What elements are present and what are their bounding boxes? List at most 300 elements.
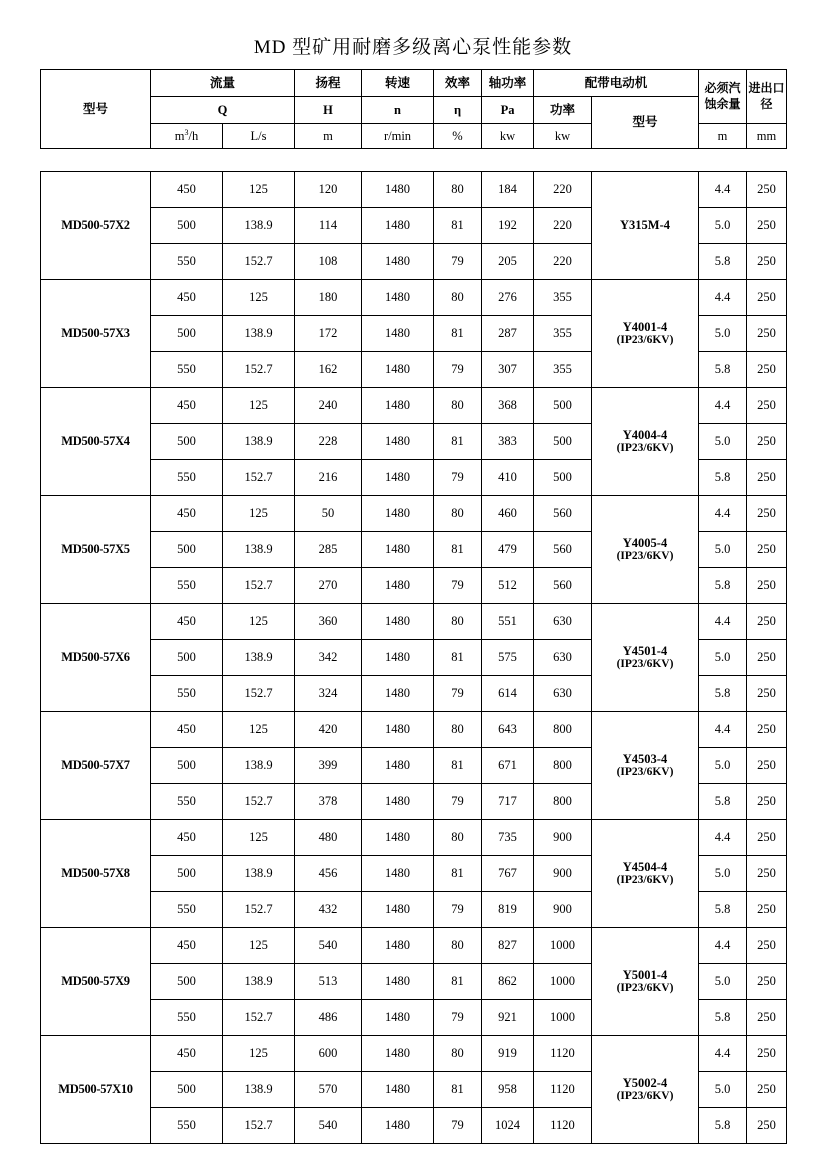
page-title: MD 型矿用耐磨多级离心泵性能参数 <box>253 37 573 58</box>
cell-diameter: 250 <box>747 172 787 208</box>
cell-shaft-power: 958 <box>482 1072 534 1108</box>
cell-diameter: 250 <box>747 496 787 532</box>
cell-head: 378 <box>295 784 362 820</box>
symbol-eta: η <box>434 97 482 124</box>
cell-flow-m3h: 550 <box>151 1108 223 1144</box>
cell-motor-power: 220 <box>534 244 592 280</box>
header-head: 扬程 <box>295 70 362 97</box>
cell-flow-ls: 152.7 <box>223 460 295 496</box>
cell-flow-m3h: 500 <box>151 856 223 892</box>
data-table <box>40 171 787 1144</box>
cell-diameter: 250 <box>747 208 787 244</box>
cell-speed: 1480 <box>362 532 434 568</box>
unit-diameter: mm <box>747 124 787 149</box>
cell-shaft-power: 287 <box>482 316 534 352</box>
cell-npsh: 5.0 <box>699 964 747 1000</box>
cell-efficiency: 79 <box>434 1108 482 1144</box>
cell-head: 50 <box>295 496 362 532</box>
cell-flow-ls: 138.9 <box>223 964 295 1000</box>
cell-flow-m3h: 450 <box>151 928 223 964</box>
cell-efficiency: 80 <box>434 172 482 208</box>
cell-flow-ls: 125 <box>223 496 295 532</box>
cell-head: 162 <box>295 352 362 388</box>
cell-efficiency: 79 <box>434 1000 482 1036</box>
cell-shaft-power: 410 <box>482 460 534 496</box>
cell-shaft-power: 479 <box>482 532 534 568</box>
cell-head: 540 <box>295 928 362 964</box>
cell-motor-power: 1000 <box>534 1000 592 1036</box>
cell-speed: 1480 <box>362 460 434 496</box>
cell-npsh: 4.4 <box>699 712 747 748</box>
cell-diameter: 250 <box>747 1072 787 1108</box>
cell-speed: 1480 <box>362 172 434 208</box>
cell-flow-ls: 125 <box>223 172 295 208</box>
cell-speed: 1480 <box>362 892 434 928</box>
header-inlet-outlet-label: 进出口径 <box>748 80 785 111</box>
motor-ip-text: (IP23/6KV) <box>616 1090 674 1103</box>
symbol-h: H <box>295 97 362 124</box>
cell-speed: 1480 <box>362 964 434 1000</box>
cell-npsh: 5.0 <box>699 424 747 460</box>
cell-flow-ls: 138.9 <box>223 856 295 892</box>
cell-shaft-power: 460 <box>482 496 534 532</box>
cell-flow-ls: 152.7 <box>223 568 295 604</box>
cell-motor-power: 355 <box>534 352 592 388</box>
symbol-pa: Pa <box>482 97 534 124</box>
cell-head: 108 <box>295 244 362 280</box>
cell-speed: 1480 <box>362 352 434 388</box>
cell-motor-power: 900 <box>534 892 592 928</box>
cell-head: 570 <box>295 1072 362 1108</box>
cell-flow-ls: 125 <box>223 388 295 424</box>
cell-flow-m3h: 550 <box>151 568 223 604</box>
cell-diameter: 250 <box>747 676 787 712</box>
cell-shaft-power: 921 <box>482 1000 534 1036</box>
header-inlet-outlet <box>747 70 787 124</box>
cell-head: 285 <box>295 532 362 568</box>
cell-motor-power: 500 <box>534 460 592 496</box>
cell-efficiency: 81 <box>434 640 482 676</box>
cell-diameter: 250 <box>747 352 787 388</box>
cell-model: MD500-57X7 <box>41 712 151 820</box>
header-npsh <box>699 70 747 124</box>
cell-npsh: 4.4 <box>699 496 747 532</box>
cell-shaft-power: 307 <box>482 352 534 388</box>
cell-head: 540 <box>295 1108 362 1144</box>
cell-speed: 1480 <box>362 1036 434 1072</box>
cell-motor-model <box>592 712 699 820</box>
cell-motor-power: 1120 <box>534 1072 592 1108</box>
cell-motor-power: 560 <box>534 568 592 604</box>
cell-head: 228 <box>295 424 362 460</box>
cell-efficiency: 80 <box>434 280 482 316</box>
cell-flow-m3h: 550 <box>151 244 223 280</box>
cell-model: MD500-57X2 <box>41 172 151 280</box>
cell-flow-m3h: 550 <box>151 784 223 820</box>
cell-diameter: 250 <box>747 640 787 676</box>
cell-diameter: 250 <box>747 964 787 1000</box>
cell-flow-ls: 138.9 <box>223 316 295 352</box>
motor-model-text: Y4504-4 <box>622 859 668 874</box>
cell-npsh: 5.0 <box>699 640 747 676</box>
cell-flow-m3h: 450 <box>151 388 223 424</box>
cell-head: 420 <box>295 712 362 748</box>
cell-head: 172 <box>295 316 362 352</box>
cell-head: 216 <box>295 460 362 496</box>
cell-speed: 1480 <box>362 604 434 640</box>
cell-shaft-power: 368 <box>482 388 534 424</box>
cell-flow-ls: 125 <box>223 280 295 316</box>
unit-head-m: m <box>295 124 362 149</box>
cell-flow-m3h: 500 <box>151 316 223 352</box>
cell-flow-m3h: 450 <box>151 496 223 532</box>
cell-efficiency: 80 <box>434 496 482 532</box>
cell-flow-m3h: 500 <box>151 1072 223 1108</box>
cell-speed: 1480 <box>362 928 434 964</box>
cell-diameter: 250 <box>747 892 787 928</box>
cell-model: MD500-57X5 <box>41 496 151 604</box>
motor-model-text: Y4004-4 <box>622 427 668 442</box>
cell-model: MD500-57X4 <box>41 388 151 496</box>
cell-flow-m3h: 500 <box>151 532 223 568</box>
cell-shaft-power: 614 <box>482 676 534 712</box>
cell-diameter: 250 <box>747 280 787 316</box>
cell-flow-m3h: 450 <box>151 820 223 856</box>
cell-speed: 1480 <box>362 856 434 892</box>
cell-shaft-power: 512 <box>482 568 534 604</box>
header-table <box>40 69 787 149</box>
cell-shaft-power: 919 <box>482 1036 534 1072</box>
cell-npsh: 5.0 <box>699 532 747 568</box>
table-row <box>41 820 787 856</box>
cell-motor-power: 500 <box>534 388 592 424</box>
cell-speed: 1480 <box>362 784 434 820</box>
cell-flow-m3h: 450 <box>151 172 223 208</box>
cell-motor-power: 900 <box>534 820 592 856</box>
cell-diameter: 250 <box>747 604 787 640</box>
cell-efficiency: 80 <box>434 820 482 856</box>
cell-flow-m3h: 450 <box>151 604 223 640</box>
cell-motor-power: 560 <box>534 532 592 568</box>
cell-flow-ls: 138.9 <box>223 640 295 676</box>
cell-npsh: 5.8 <box>699 676 747 712</box>
cell-flow-m3h: 500 <box>151 640 223 676</box>
symbol-q: Q <box>151 97 295 124</box>
cell-shaft-power: 819 <box>482 892 534 928</box>
header-model: 型号 <box>41 70 151 149</box>
motor-ip-text: (IP23/6KV) <box>616 334 674 347</box>
cell-diameter: 250 <box>747 244 787 280</box>
cell-shaft-power: 1024 <box>482 1108 534 1144</box>
cell-motor-power: 560 <box>534 496 592 532</box>
motor-ip-text: (IP23/6KV) <box>616 550 674 563</box>
cell-npsh: 5.0 <box>699 316 747 352</box>
cell-motor-model <box>592 496 699 604</box>
cell-efficiency: 81 <box>434 964 482 1000</box>
cell-motor-power: 1120 <box>534 1108 592 1144</box>
cell-shaft-power: 827 <box>482 928 534 964</box>
cell-motor-power: 800 <box>534 784 592 820</box>
cell-npsh: 5.8 <box>699 568 747 604</box>
cell-npsh: 4.4 <box>699 820 747 856</box>
cell-shaft-power: 551 <box>482 604 534 640</box>
motor-ip-text: (IP23/6KV) <box>616 442 674 455</box>
cell-speed: 1480 <box>362 388 434 424</box>
cell-diameter: 250 <box>747 388 787 424</box>
cell-model: MD500-57X10 <box>41 1036 151 1144</box>
cell-diameter: 250 <box>747 928 787 964</box>
header-row-symbols <box>41 97 787 124</box>
table-row <box>41 172 787 208</box>
cell-npsh: 5.8 <box>699 1108 747 1144</box>
cell-motor-power: 630 <box>534 604 592 640</box>
unit-npsh: m <box>699 124 747 149</box>
unit-efficiency: % <box>434 124 482 149</box>
cell-npsh: 5.8 <box>699 784 747 820</box>
cell-efficiency: 80 <box>434 604 482 640</box>
cell-motor-model <box>592 280 699 388</box>
cell-flow-m3h: 500 <box>151 208 223 244</box>
cell-motor-power: 355 <box>534 316 592 352</box>
cell-shaft-power: 192 <box>482 208 534 244</box>
cell-efficiency: 81 <box>434 856 482 892</box>
cell-head: 399 <box>295 748 362 784</box>
table-row <box>41 712 787 748</box>
cell-efficiency: 80 <box>434 1036 482 1072</box>
cell-efficiency: 81 <box>434 316 482 352</box>
header-row-names <box>41 70 787 97</box>
cell-speed: 1480 <box>362 244 434 280</box>
cell-flow-ls: 138.9 <box>223 424 295 460</box>
cell-efficiency: 79 <box>434 676 482 712</box>
cell-efficiency: 80 <box>434 388 482 424</box>
cell-flow-ls: 125 <box>223 928 295 964</box>
cell-npsh: 5.8 <box>699 352 747 388</box>
motor-model-text: Y5001-4 <box>622 967 668 982</box>
cell-shaft-power: 205 <box>482 244 534 280</box>
cell-head: 513 <box>295 964 362 1000</box>
cell-flow-ls: 125 <box>223 604 295 640</box>
cell-diameter: 250 <box>747 424 787 460</box>
cell-head: 432 <box>295 892 362 928</box>
cell-motor-power: 220 <box>534 172 592 208</box>
cell-motor-model <box>592 604 699 712</box>
motor-ip-text: (IP23/6KV) <box>616 874 674 887</box>
cell-flow-m3h: 500 <box>151 424 223 460</box>
cell-diameter: 250 <box>747 784 787 820</box>
header-efficiency: 效率 <box>434 70 482 97</box>
cell-npsh: 4.4 <box>699 604 747 640</box>
cell-speed: 1480 <box>362 280 434 316</box>
cell-efficiency: 81 <box>434 748 482 784</box>
cell-shaft-power: 184 <box>482 172 534 208</box>
cell-npsh: 5.8 <box>699 244 747 280</box>
motor-model-text: Y4501-4 <box>622 643 668 658</box>
unit-shaft-power: kw <box>482 124 534 149</box>
cell-shaft-power: 735 <box>482 820 534 856</box>
motor-model-text: Y5002-4 <box>622 1075 668 1090</box>
cell-flow-m3h: 450 <box>151 712 223 748</box>
cell-speed: 1480 <box>362 496 434 532</box>
unit-motor-power: kw <box>534 124 592 149</box>
cell-head: 114 <box>295 208 362 244</box>
cell-shaft-power: 717 <box>482 784 534 820</box>
cell-speed: 1480 <box>362 1108 434 1144</box>
cell-shaft-power: 767 <box>482 856 534 892</box>
symbol-n: n <box>362 97 434 124</box>
cell-speed: 1480 <box>362 568 434 604</box>
cell-flow-ls: 152.7 <box>223 352 295 388</box>
cell-efficiency: 79 <box>434 784 482 820</box>
cell-efficiency: 79 <box>434 892 482 928</box>
cell-shaft-power: 671 <box>482 748 534 784</box>
cell-flow-m3h: 450 <box>151 280 223 316</box>
cell-flow-ls: 138.9 <box>223 208 295 244</box>
header-flow: 流量 <box>151 70 295 97</box>
motor-ip-text: (IP23/6KV) <box>616 658 674 671</box>
cell-flow-m3h: 550 <box>151 352 223 388</box>
cell-flow-m3h: 550 <box>151 460 223 496</box>
cell-head: 360 <box>295 604 362 640</box>
table-row <box>41 496 787 532</box>
cell-speed: 1480 <box>362 820 434 856</box>
cell-npsh: 4.4 <box>699 280 747 316</box>
cell-npsh: 4.4 <box>699 1036 747 1072</box>
cell-diameter: 250 <box>747 1000 787 1036</box>
cell-motor-power: 800 <box>534 748 592 784</box>
table-row <box>41 604 787 640</box>
cell-head: 240 <box>295 388 362 424</box>
cell-motor-power: 1000 <box>534 964 592 1000</box>
cell-head: 342 <box>295 640 362 676</box>
cell-motor-power: 630 <box>534 640 592 676</box>
cell-npsh: 5.0 <box>699 1072 747 1108</box>
cell-model: MD500-57X6 <box>41 604 151 712</box>
cell-head: 270 <box>295 568 362 604</box>
cell-head: 600 <box>295 1036 362 1072</box>
cell-motor-model <box>592 820 699 928</box>
cell-flow-ls: 138.9 <box>223 1072 295 1108</box>
cell-shaft-power: 383 <box>482 424 534 460</box>
cell-head: 456 <box>295 856 362 892</box>
cell-flow-m3h: 500 <box>151 964 223 1000</box>
cell-npsh: 4.4 <box>699 928 747 964</box>
header-shaft-power: 轴功率 <box>482 70 534 97</box>
cell-speed: 1480 <box>362 316 434 352</box>
cell-flow-ls: 138.9 <box>223 748 295 784</box>
cell-npsh: 5.0 <box>699 748 747 784</box>
cell-motor-power: 1120 <box>534 1036 592 1072</box>
table-row <box>41 388 787 424</box>
motor-model-text: Y4503-4 <box>622 751 668 766</box>
cell-diameter: 250 <box>747 748 787 784</box>
cell-flow-ls: 138.9 <box>223 532 295 568</box>
cell-efficiency: 81 <box>434 424 482 460</box>
cell-speed: 1480 <box>362 1072 434 1108</box>
cell-flow-ls: 125 <box>223 1036 295 1072</box>
cell-npsh: 5.0 <box>699 856 747 892</box>
cell-diameter: 250 <box>747 460 787 496</box>
cell-head: 120 <box>295 172 362 208</box>
cell-flow-m3h: 550 <box>151 1000 223 1036</box>
symbol-motor-power: 功率 <box>534 97 592 124</box>
cell-shaft-power: 575 <box>482 640 534 676</box>
cell-flow-m3h: 500 <box>151 748 223 784</box>
cell-flow-ls: 125 <box>223 820 295 856</box>
cell-flow-ls: 152.7 <box>223 244 295 280</box>
header-speed: 转速 <box>362 70 434 97</box>
cell-speed: 1480 <box>362 208 434 244</box>
cell-speed: 1480 <box>362 1000 434 1036</box>
cell-shaft-power: 862 <box>482 964 534 1000</box>
motor-ip-text: (IP23/6KV) <box>616 766 674 779</box>
table-row <box>41 928 787 964</box>
cell-npsh: 5.8 <box>699 460 747 496</box>
cell-diameter: 250 <box>747 856 787 892</box>
cell-motor-power: 900 <box>534 856 592 892</box>
motor-model-text: Y4005-4 <box>622 535 668 550</box>
cell-head: 180 <box>295 280 362 316</box>
cell-motor-power: 630 <box>534 676 592 712</box>
table-gap <box>40 149 786 171</box>
cell-diameter: 250 <box>747 1036 787 1072</box>
cell-efficiency: 81 <box>434 1072 482 1108</box>
unit-speed: r/min <box>362 124 434 149</box>
cell-motor-power: 500 <box>534 424 592 460</box>
cell-diameter: 250 <box>747 316 787 352</box>
cell-motor-model <box>592 172 699 280</box>
cell-speed: 1480 <box>362 424 434 460</box>
cell-efficiency: 80 <box>434 712 482 748</box>
cell-npsh: 5.0 <box>699 208 747 244</box>
cell-diameter: 250 <box>747 568 787 604</box>
cell-npsh: 5.8 <box>699 1000 747 1036</box>
cell-flow-ls: 152.7 <box>223 784 295 820</box>
cell-speed: 1480 <box>362 676 434 712</box>
cell-efficiency: 79 <box>434 460 482 496</box>
table-row <box>41 1036 787 1072</box>
unit-flow-ls: L/s <box>223 124 295 149</box>
cell-efficiency: 79 <box>434 568 482 604</box>
unit-flow-m3h: $m^3/h$ <box>151 124 223 149</box>
cell-npsh: 4.4 <box>699 172 747 208</box>
cell-head: 486 <box>295 1000 362 1036</box>
symbol-motor-model: 型号 <box>592 97 699 149</box>
cell-diameter: 250 <box>747 532 787 568</box>
cell-efficiency: 79 <box>434 244 482 280</box>
cell-flow-m3h: 450 <box>151 1036 223 1072</box>
cell-motor-power: 220 <box>534 208 592 244</box>
cell-flow-m3h: 550 <box>151 676 223 712</box>
cell-model: MD500-57X8 <box>41 820 151 928</box>
cell-efficiency: 81 <box>434 532 482 568</box>
cell-flow-ls: 152.7 <box>223 892 295 928</box>
cell-speed: 1480 <box>362 640 434 676</box>
cell-diameter: 250 <box>747 712 787 748</box>
cell-diameter: 250 <box>747 820 787 856</box>
cell-shaft-power: 643 <box>482 712 534 748</box>
header-npsh-label: 必须汽蚀余量 <box>704 80 741 111</box>
motor-model-text: Y315M-4 <box>620 218 670 233</box>
header-motor-group: 配带电动机 <box>534 70 699 97</box>
cell-flow-ls: 152.7 <box>223 1000 295 1036</box>
cell-shaft-power: 276 <box>482 280 534 316</box>
cell-head: 324 <box>295 676 362 712</box>
cell-efficiency: 80 <box>434 928 482 964</box>
cell-motor-power: 1000 <box>534 928 592 964</box>
cell-model: MD500-57X3 <box>41 280 151 388</box>
cell-speed: 1480 <box>362 712 434 748</box>
